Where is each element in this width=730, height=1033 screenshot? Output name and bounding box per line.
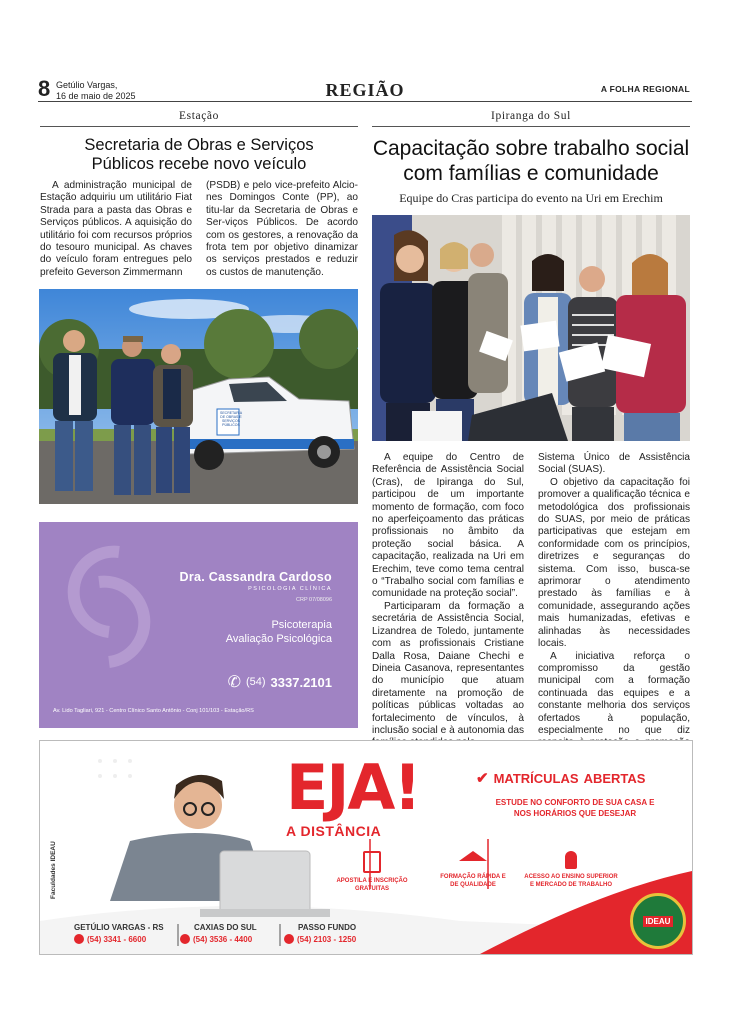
left-headline-line1: Secretaria de Obras e Serviços — [84, 136, 314, 154]
ad-specialty: PSICOLOGIA CLÍNICA — [248, 586, 332, 592]
paragraph: A administração municipal de Estação adquiriu um utilitário Fiat Strada para a pasta das Obras e Serviços públicos. A aquisição do utilitário foi com recursos próprios do tesouro municipal. As chaves do veículo foram entregues pelo prefeito Geverson Zimmermann — [40, 180, 192, 278]
eja-matriculas — [476, 769, 645, 787]
truck-photo — [39, 289, 358, 504]
ad-service-2: Avaliação Psicológica — [225, 633, 332, 645]
truck-photo-illustration — [39, 289, 358, 504]
check-icon: ✔ — [476, 770, 489, 787]
phone-icon — [74, 934, 84, 944]
ad-service-1: Psicoterapia — [271, 619, 332, 631]
eja-feature-3-line1: ACESSO AO ENSINO SUPERIOR — [524, 874, 618, 880]
eja-feature-2 — [428, 851, 518, 889]
eja-feature-1-line2: GRATUITAS — [354, 886, 390, 892]
paragraph: Participaram da formação a secretária de Assistência Social, Lizandrea de Toledo, juntamente com as profissionais Cristiane Dalla Rosa, Daiane Chechi e Dineia Casanova, representantes do município que atuam diretamente na promoção de políticas públicas voltadas ao fortalecimento de vínculos, à inclusão social e à autonomia das — [372, 600, 524, 736]
eja-contact-3-city: PASSO FUNDO — [298, 923, 357, 932]
eja-contact-2 — [180, 923, 280, 944]
eja-contact-2-phone: (54) 3536 - 4400 — [193, 934, 253, 944]
eja-title: EJA! — [286, 751, 420, 824]
eja-tagline — [480, 797, 670, 819]
document-icon — [363, 851, 381, 873]
truck-door-text: SECRETARIA DE OBRAS E SERVIÇOS PÚBLICOS — [220, 411, 243, 427]
person-icon — [565, 851, 577, 869]
right-article-column-1 — [372, 452, 524, 750]
paragraph: Sistema Único de Assistência Social (SUAS). — [538, 452, 690, 476]
cras-team-photo-illustration — [372, 215, 690, 441]
cras-team-photo — [372, 215, 690, 441]
left-kicker: Estação — [179, 110, 219, 122]
phone-icon — [180, 934, 190, 944]
graduation-cap-icon — [459, 851, 487, 861]
left-headline-line2: Públicos recebe novo veículo — [91, 155, 307, 173]
left-article-column-2 — [206, 180, 358, 279]
paragraph: (PSDB) e pelo vice-prefeito Alcio-nes Domingos Conte (PP), ao titu-lar da Secretaria de Obras e Ser-viços Públicos. De acordo com os gestores, a renovação da frota tem por objetivo dinamizar os serviços prestados e reduzir os custos de manutenção. — [206, 180, 358, 278]
right-subhead: Equipe do Cras participa do evento na Uri em Erechim — [399, 191, 663, 205]
section-title: REGIÃO — [325, 80, 405, 100]
ad-phone-prefix: (54) — [245, 676, 266, 688]
eja-feature-3 — [516, 851, 626, 889]
right-headline-line1: Capacitação sobre trabalho social — [372, 137, 690, 160]
right-article-column-2 — [538, 452, 690, 762]
eja-tagline-2: NOS HORÁRIOS QUE DESEJAR — [513, 809, 637, 818]
eja-feature-1-line1: APOSTILA E INSCRIÇÃO — [336, 878, 408, 884]
header-date: 16 de maio de 2025 — [56, 91, 136, 101]
paragraph: A iniciativa reforça o compromisso da gestão municipal com a formação continuada das equipes e a constante melhoria dos serviços ofertados à população, especialmente no que diz — [538, 650, 690, 736]
ad-address: Av. Lido Tagliari, 921 - Centro Clínico Santo Antônio - Conj 101/103 - Estação/RS — [53, 708, 254, 714]
right-headline — [372, 136, 690, 186]
ad-services — [226, 618, 332, 646]
paragraph: O objetivo da capacitação foi promover a qualificação técnica e metodológica dos profissionais do SUAS, por meio de práticas participativas que estejam em conformidade com os princípios, diretrizes e seguranças do sistema. Com isso, busca-se aprimorar o atendimento prestado às famílias e à comunidade, assegurando ações mais humanizadas, efetivas e alinhadas às necessidades locais. — [538, 476, 690, 650]
eja-side-text: Faculdades IDEAU — [50, 841, 57, 899]
eja-ad — [39, 740, 693, 955]
ad-crp: CRP 07/08096 — [296, 597, 332, 603]
header-city: Getúlio Vargas, — [56, 80, 118, 90]
eja-contact-1 — [74, 923, 174, 944]
ad-doctor-name: Dra. Cassandra Cardoso — [179, 570, 332, 584]
eja-contact-1-phone: (54) 3341 - 6600 — [87, 934, 147, 944]
right-kicker-rule — [372, 126, 690, 127]
eja-contact-3-phone: (54) 2103 - 1250 — [297, 934, 357, 944]
right-headline-line2: com famílias e comunidade — [403, 162, 659, 185]
phone-icon — [284, 934, 294, 944]
ad-phone — [228, 672, 332, 692]
eja-tagline-1: ESTUDE NO CONFORTO DE SUA CASA E — [495, 798, 655, 807]
left-headline — [40, 136, 358, 174]
page-number: 8 — [38, 76, 51, 101]
right-kicker: Ipiranga do Sul — [491, 110, 571, 122]
ad-phone-number: 3337.2101 — [270, 674, 332, 690]
ideau-logo-text: IDEAU — [643, 916, 674, 927]
header-rule — [38, 101, 692, 102]
eja-subtitle: A DISTÂNCIA — [286, 823, 382, 839]
ad-logo-shape — [49, 542, 169, 672]
eja-side-text-wrap — [48, 801, 62, 901]
publication-name: A FOLHA REGIONAL — [600, 84, 690, 94]
paragraph: A equipe do Centro de Referência de Assistência Social (Cras), de Ipiranga do Sul, participou de um importante momento de formação, com foco no aperfeiçoamento das práticas profissionais no âmbito da proteção social básica. A capacitação, realizada na Uri em Erechim, teve como tema central o “Trabalho social com famílias e comunidade na proteção social”. — [372, 452, 524, 600]
eja-feature-1 — [324, 851, 420, 893]
left-kicker-rule — [40, 126, 358, 127]
left-article-column-1 — [40, 180, 192, 279]
eja-matriculas-2: ABERTAS — [583, 770, 646, 786]
eja-feature-2-line1: FORMAÇÃO RÁPIDA E — [440, 874, 506, 880]
ideau-logo — [630, 893, 686, 949]
psychology-ad — [39, 522, 358, 728]
phone-icon: ✆ — [227, 674, 241, 691]
eja-feature-3-line2: E MERCADO DE TRABALHO — [530, 882, 612, 888]
eja-contact-2-city: CAXIAS DO SUL — [194, 923, 257, 932]
eja-contact-1-city: GETÚLIO VARGAS - RS — [74, 923, 164, 932]
eja-matriculas-1: MATRÍCULAS — [493, 770, 579, 786]
eja-contact-3 — [284, 923, 384, 944]
eja-feature-2-line2: DE QUALIDADE — [450, 882, 496, 888]
